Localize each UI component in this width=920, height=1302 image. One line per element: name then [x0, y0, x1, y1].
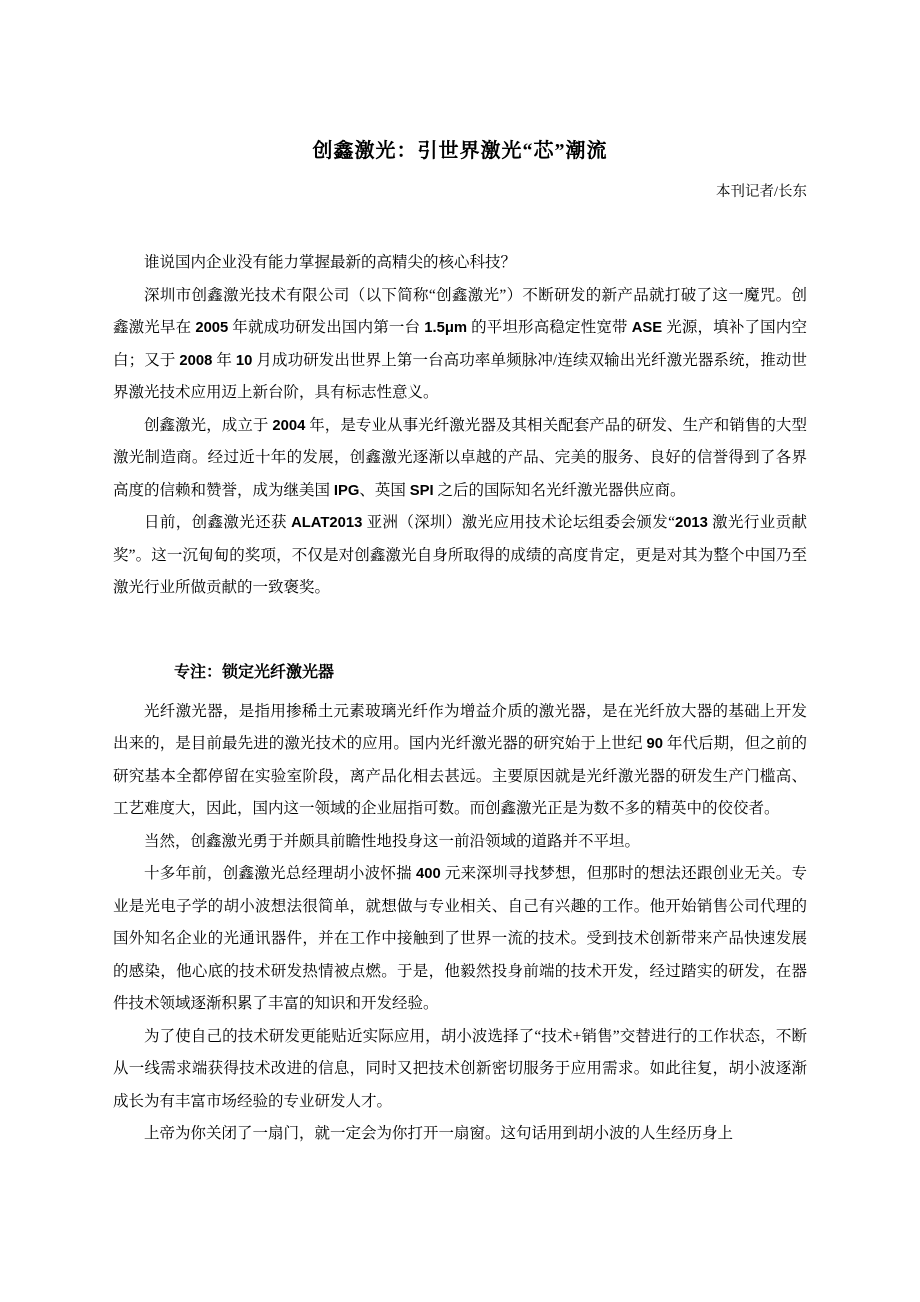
paragraph: 光纤激光器，是指用掺稀土元素玻璃光纤作为增益介质的激光器，是在光纤放大器的基础上开发出来的，是目前最先进的激光技术的应用。国内光纤激光器的研究始于上世纪 90 年代后期，但之前的研究基本全都停留在实验室阶段，离产品化相去甚远。主要原因就是光纤激光器的研发生产门槛高、工艺难度大，因此，国内这一领域的企业屈指可数。而创鑫激光正是为数不多的精英中的佼佼者。: [113, 702, 807, 817]
latin-text: ASE: [631, 320, 663, 336]
latin-text: SPI: [409, 482, 434, 499]
paragraph: 日前，创鑫激光还获 ALAT2013 亚洲（深圳）激光应用技术论坛组委会颁发“2013 激光行业贡献奖”。这一沉甸甸的奖项，不仅是对创鑫激光自身所取得的成绩的高度肯定，更是对其为整个中国乃至激光行业所做贡献的一致褒奖。: [113, 514, 807, 596]
byline: 本刊记者/长东: [715, 184, 807, 200]
paragraph: 深圳市创鑫激光技术有限公司（以下简称“创鑫激光”）不断研发的新产品就打破了这一魔咒。创鑫激光早在 2005 年就成功研发出国内第一台 1.5μm 的平坦形高稳定性宽带 ASE 光源，填补了国内空白；又于 2008 年 10 月成功研发出世界上第一台高功率单频脉冲/连续双输出光纤激光器系统，推动世界激光技术应用迈上新台阶，具有标志性意义。: [113, 286, 807, 401]
paragraph: 谁说国内企业没有能力掌握最新的高精尖的核心科技？: [144, 254, 517, 271]
document-title: 创鑫激光：引世界激光“芯”潮流: [312, 140, 608, 162]
paragraph: 为了使自己的技术研发更能贴近实际应用，胡小波选择了“技术+销售”交替进行的工作状态，不断从一线需求端获得技术改进的信息，同时又把技术创新密切服务于应用需求。如此往复，胡小波逐渐成长为有丰富市场经验的专业研发人才。: [113, 1027, 807, 1110]
section-heading: 专注：锁定光纤激光器: [174, 663, 335, 681]
paragraph: 十多年前，创鑫激光总经理胡小波怀揣 400 元来深圳寻找梦想，但那时的想法还跟创业无关。专业是光电子学的胡小波想法很简单，就想做与专业相关、自己有兴趣的工作。他开始销售公司代理的国外知名企业的光通讯器件，并在工作中接触到了世界一流的技术。受到技术创新带来产品快速发展的感染，他心底的技术研发热情被点燃。于是，他毅然投身前端的技术开发，经过踏实的研发，在器件技术领域逐渐积累了丰富的知识和开发经验。: [113, 865, 807, 1012]
latin-text: IPG: [333, 482, 360, 499]
latin-text: 2008: [179, 352, 213, 369]
latin-text: 10: [235, 352, 253, 369]
paragraph: 上帝为你关闭了一扇门，就一定会为你打开一扇窗。这句话用到胡小波的人生经历身上: [144, 1125, 734, 1142]
latin-text: 2004: [272, 417, 306, 434]
paragraph: 当然，创鑫激光勇于并颇具前瞻性地投身这一前沿领域的道路并不平坦。: [144, 832, 641, 850]
latin-text: 90: [646, 736, 663, 752]
document-body: [113, 247, 807, 1151]
latin-text: ALAT2013: [291, 515, 363, 531]
latin-text: 1.5μm: [424, 320, 468, 336]
latin-text: 400: [416, 866, 441, 882]
latin-text: 2013: [674, 515, 708, 531]
paragraph: 创鑫激光，成立于 2004 年，是专业从事光纤激光器及其相关配套产品的研发、生产和销售的大型激光制造商。经过近十年的发展，创鑫激光逐渐以卓越的产品、完美的服务、良好的信誉得到了各界高度的信赖和赞誉，成为继美国 IPG、英国 SPI 之后的国际知名光纤激光器供应商。: [113, 416, 807, 499]
latin-text: 2005: [195, 320, 229, 336]
